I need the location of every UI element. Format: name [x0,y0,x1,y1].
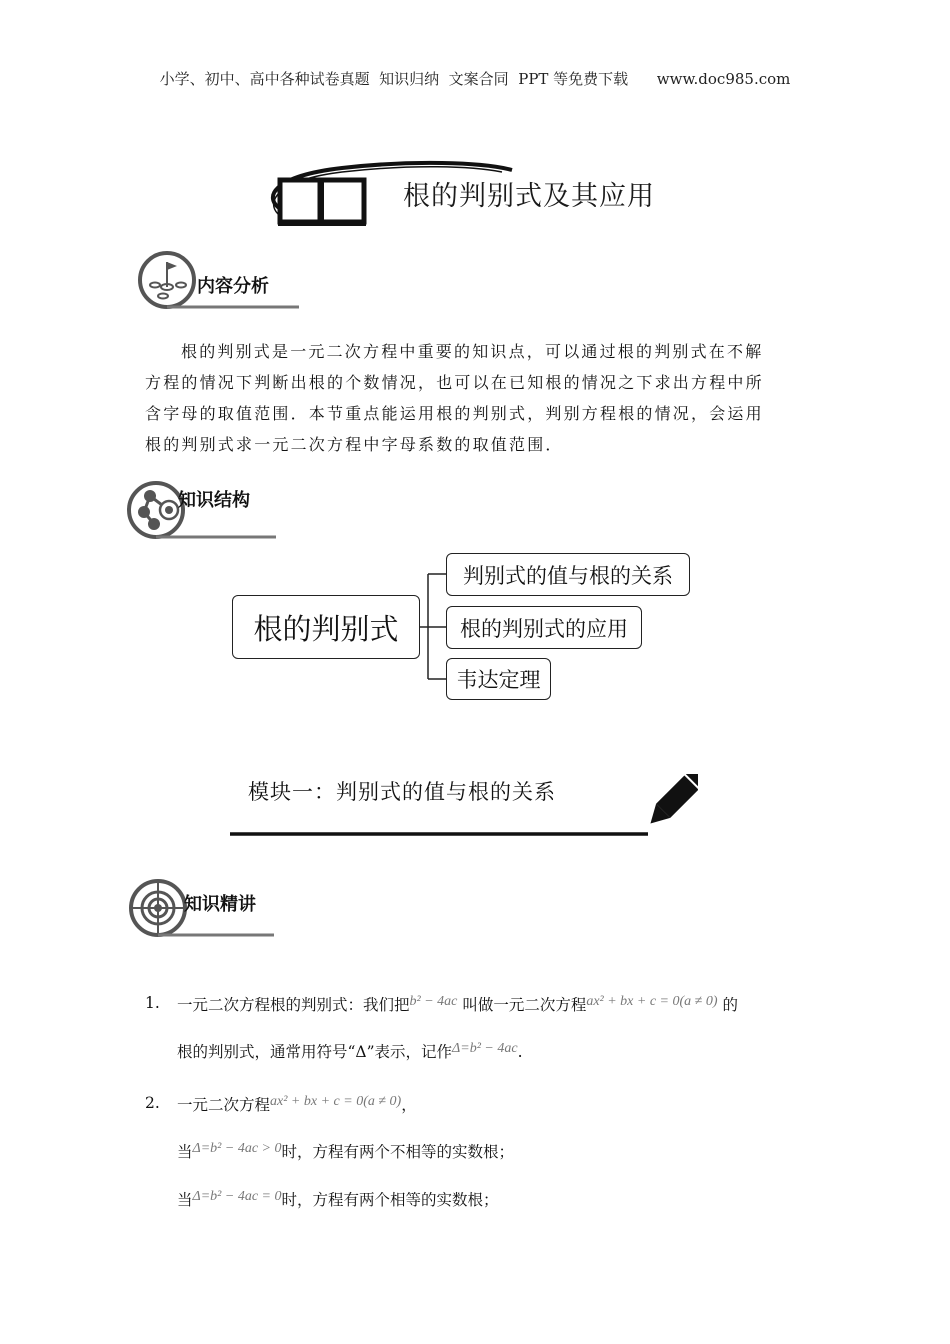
analysis-paragraph [145,336,807,460]
item-2-case-1 [177,1140,514,1162]
paragraph-line: 含字母的取值范围．本节重点能运用根的判别式，判别方程根的情况，会运用 [145,404,764,423]
page-header [0,68,950,89]
formula: Δ=b² − 4ac > 0 [192,1141,282,1156]
mindmap-root: 根的判别式 [232,595,420,659]
item-2-line-1 [177,1093,417,1115]
item-text: . [517,1043,523,1061]
module-title: 模块一：判别式的值与根的关系 [248,780,556,804]
section-title-analysis: 内容分析 [197,276,269,297]
item-text: 时，方程有两个相等的实数根； [281,1191,499,1209]
item-text: 一元二次方程 [177,1096,271,1114]
paragraph-line: 根的判别式是一元二次方程中重要的知识点，可以通过根的判别式在不解 [181,342,764,361]
item-text: 叫做一元二次方程 [462,996,587,1014]
item-text: 当 [177,1143,193,1161]
item-number: 2. [145,1094,160,1112]
formula: b² − 4ac [409,994,458,1009]
header-url: www.doc985.com [656,70,791,88]
formula: Δ=b² − 4ac [452,1041,518,1056]
item-text: 一元二次方程根的判别式：我们把 [177,996,410,1014]
formula: Δ=b² − 4ac = 0 [192,1189,282,1204]
item-2-case-2 [177,1188,499,1210]
header-text: 小学、初中、高中各种试卷真题 知识归纳 文案合同 PPT 等免费下载 [159,70,629,88]
item-text: ， [401,1096,417,1114]
item-text: 当 [177,1191,193,1209]
page-title: 根的判别式及其应用 [403,181,655,212]
pencil-icon [228,774,698,842]
item-text: 时，方程有两个不相等的实数根； [281,1143,515,1161]
mindmap-branch: 韦达定理 [446,658,551,700]
item-number: 1. [145,994,160,1012]
formula: ax² + bx + c = 0(a ≠ 0) [586,994,718,1009]
item-1-line-2 [177,1040,523,1062]
item-text: 的 [722,996,738,1014]
paragraph-line: 根的判别式求一元二次方程中字母系数的取值范围． [145,435,564,454]
formula: ax² + bx + c = 0(a ≠ 0) [270,1094,402,1109]
item-text: 根的判别式，通常用符号“Δ”表示，记作 [177,1043,453,1061]
mindmap-branch: 判别式的值与根的关系 [446,553,690,596]
paragraph-line: 方程的情况下判断出根的个数情况，也可以在已知根的情况之下求出方程中所 [145,373,764,392]
section-title-lecture: 知识精讲 [184,894,256,915]
item-1-line-1 [177,993,738,1015]
mindmap-branch: 根的判别式的应用 [446,606,642,649]
section-title-structure: 知识结构 [178,490,250,511]
